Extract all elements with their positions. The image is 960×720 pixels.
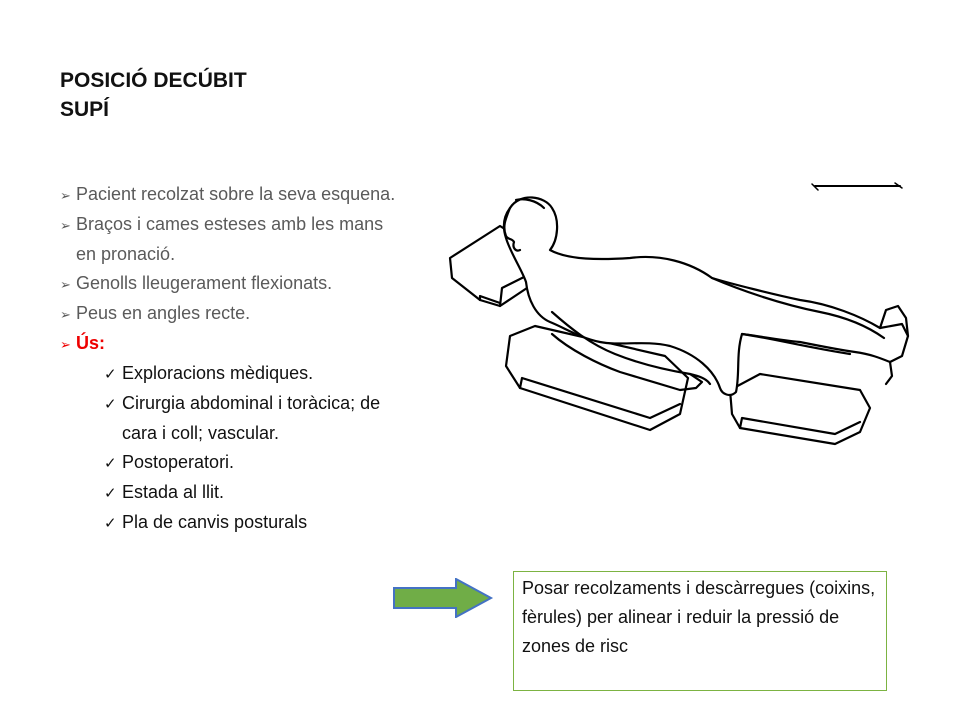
checkmark-icon: ✓ [104, 396, 117, 413]
uses-item [104, 448, 405, 478]
uses-item-text: Exploracions mèdiques. [122, 363, 314, 383]
note-box [513, 571, 887, 691]
bullet-text: Pacient recolzat sobre la seva esquena. [76, 184, 396, 204]
patient-supine-position-illustration [440, 178, 910, 446]
checkmark-icon: ✓ [104, 455, 117, 472]
arrowhead-bullet-icon: ➢ [60, 277, 71, 292]
uses-item-text: Cirurgia abdominal i toràcica; de cara i coll; vascular. [122, 393, 381, 443]
bullet-item [60, 210, 405, 269]
title-line-1: POSICIÓ DECÚBIT [60, 69, 247, 92]
uses-item [104, 478, 405, 508]
uses-item [104, 508, 405, 538]
checkmark-icon: ✓ [104, 485, 117, 502]
arrowhead-bullet-icon: ➢ [60, 307, 71, 322]
bullet-item [60, 269, 405, 299]
bullet-item [60, 299, 405, 329]
uses-label: Ús: [76, 333, 106, 353]
uses-item [104, 359, 405, 389]
arrowhead-bullet-icon: ➢ [60, 188, 71, 203]
uses-item-text: Pla de canvis posturals [122, 512, 308, 532]
uses-item-text: Postoperatori. [122, 452, 235, 472]
uses-heading [60, 329, 405, 359]
arrowhead-bullet-icon: ➢ [60, 218, 71, 233]
right-arrow-icon [392, 578, 494, 618]
arrowhead-bullet-icon: ➢ [60, 337, 71, 352]
bullet-item [60, 180, 405, 210]
bullet-text: Genolls lleugerament flexionats. [76, 273, 333, 293]
uses-item [104, 389, 405, 448]
uses-item-text: Estada al llit. [122, 482, 225, 502]
checkmark-icon: ✓ [104, 366, 117, 383]
page-title [60, 66, 390, 124]
checkmark-icon: ✓ [104, 515, 117, 532]
note-text: Posar recolzaments i descàrregues (coixins, fèrules) per alinear i reduir la pressió de zones de risc [522, 578, 876, 656]
bullet-text: Braços i cames esteses amb les mans en pronació. [76, 214, 384, 264]
bullet-list [60, 180, 405, 538]
uses-list [104, 359, 405, 538]
title-line-2: SUPÍ [60, 98, 110, 121]
bullet-text: Peus en angles recte. [76, 303, 251, 323]
